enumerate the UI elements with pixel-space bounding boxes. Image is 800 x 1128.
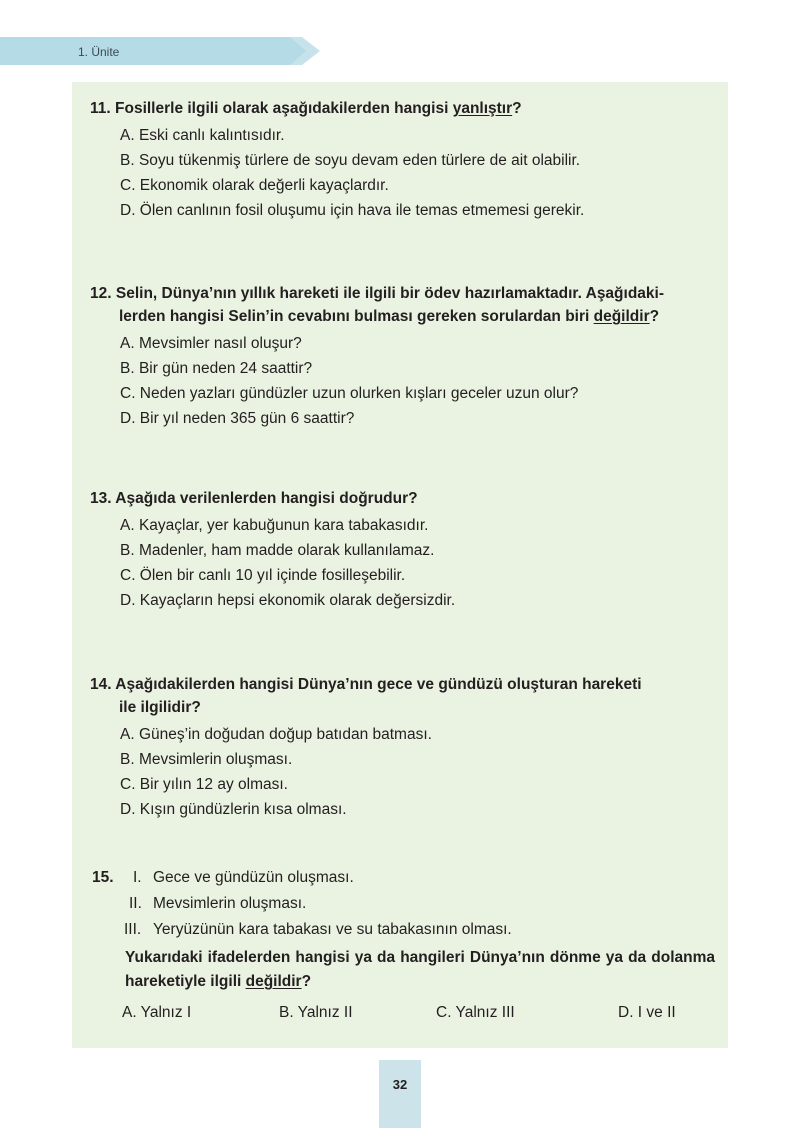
- question-number: 12.: [90, 285, 112, 302]
- question-11: [72, 97, 712, 223]
- question-number: 14.: [90, 676, 112, 693]
- option-b: B. Madenler, ham madde olarak kullanılamaz.: [120, 542, 435, 559]
- question-12: [72, 282, 712, 431]
- option-d: D. Ölen canlının fosil oluşumu için hava ile temas etmemesi gerekir.: [120, 202, 585, 219]
- question-12-stem: 12. Selin, Dünya’nın yıllık hareketi ile ilgili bir ödev hazırlamaktadır. Aşağıdaki- lerden hangisi Selin’in cevabını bulması gereken sorulardan biri değildir?: [90, 285, 665, 325]
- roman-numeral: I.: [133, 869, 142, 886]
- question-14-stem: 14. Aşağıdakilerden hangisi Dünya’nın gece ve gündüzü oluşturan hareketi ile ilgilidir?: [90, 676, 642, 716]
- statement-1: [72, 865, 712, 891]
- statement-text: Mevsimlerin oluşması.: [153, 895, 307, 912]
- option-c: C. Ölen bir canlı 10 yıl içinde fosilleşebilir.: [120, 567, 406, 584]
- page-number-tab: [379, 1060, 421, 1128]
- question-number: 15.: [92, 869, 114, 886]
- roman-numeral: II.: [129, 895, 142, 912]
- option-c: C. Yalnız III: [436, 1004, 515, 1021]
- underlined-keyword: yanlıştır: [452, 100, 513, 117]
- page-number: 32: [392, 1077, 408, 1092]
- option-c: C. Bir yılın 12 ay olması.: [120, 776, 288, 793]
- question-number: 11.: [90, 100, 111, 117]
- option-b: B. Bir gün neden 24 saattir?: [120, 360, 313, 377]
- option-d: D. Kayaçların hepsi ekonomik olarak değersizdir.: [120, 592, 456, 609]
- statement-2: [72, 891, 712, 917]
- question-13: [72, 487, 712, 613]
- statement-text: Gece ve gündüzün oluşması.: [153, 869, 354, 886]
- option-a: A. Güneş’in doğudan doğup batıdan batması.: [120, 726, 432, 743]
- question-number: 13.: [90, 490, 112, 507]
- unit-label: 1. Ünite: [78, 45, 120, 59]
- option-a: A. Kayaçlar, yer kabuğunun kara tabakasıdır.: [120, 517, 429, 534]
- option-a: A. Mevsimler nasıl oluşur?: [120, 335, 302, 352]
- statement-text: Yeryüzünün kara tabakası ve su tabakasının olması.: [153, 921, 512, 938]
- question-15: [72, 865, 715, 1030]
- question-15-stem: Yukarıdaki ifadelerden hangisi ya da hangileri Dünya’nın dönme ya da dolanma hareketiyle ilgili değildir?: [125, 949, 715, 990]
- question-15-options: [72, 1004, 712, 1030]
- option-a: A. Eski canlı kalıntısıdır.: [120, 127, 285, 144]
- option-d: D. Kışın gündüzlerin kısa olması.: [120, 801, 347, 818]
- question-11-stem: 11. Fosillerle ilgili olarak aşağıdakilerden hangisi yanlıştır?: [90, 100, 522, 117]
- option-b: B. Yalnız II: [279, 1004, 353, 1021]
- banner-shape: [0, 37, 320, 65]
- underlined-keyword: değildir: [593, 308, 650, 325]
- question-13-stem: 13. Aşağıda verilenlerden hangisi doğrudur?: [90, 490, 418, 507]
- questions-panel: [72, 82, 728, 1048]
- underlined-keyword: değildir: [245, 973, 302, 990]
- option-b: B. Mevsimlerin oluşması.: [120, 751, 293, 768]
- statement-3: [72, 917, 712, 943]
- roman-numeral: III.: [124, 921, 142, 938]
- option-b: B. Soyu tükenmiş türlere de soyu devam eden türlere de ait olabilir.: [120, 152, 581, 169]
- option-a: A. Yalnız I: [122, 1004, 192, 1021]
- option-c: C. Ekonomik olarak değerli kayaçlardır.: [120, 177, 389, 194]
- option-d: D. I ve II: [618, 1004, 676, 1021]
- unit-banner: [0, 37, 320, 65]
- option-c: C. Neden yazları gündüzler uzun olurken kışları geceler uzun olur?: [120, 385, 579, 402]
- question-14: [72, 673, 712, 822]
- option-d: D. Bir yıl neden 365 gün 6 saattir?: [120, 410, 355, 427]
